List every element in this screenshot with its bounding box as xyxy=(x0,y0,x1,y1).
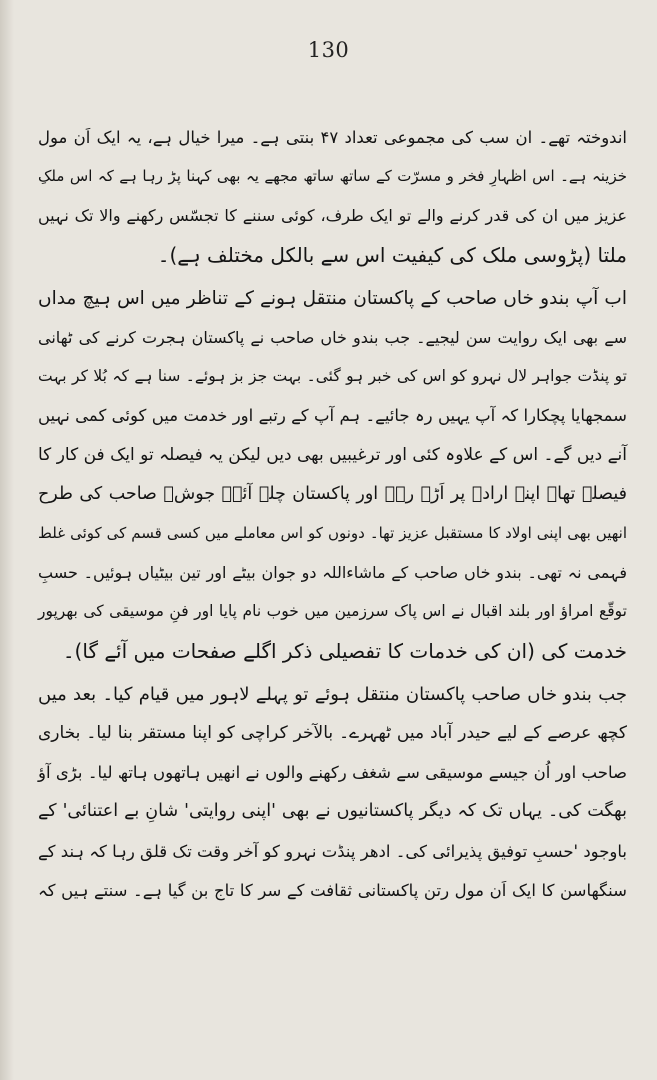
text-line: خدمت کی (ان کی خدمات کا تفصیلی ذکر اگلے صفحات میں آئے گا)۔ xyxy=(62,638,627,663)
text-line: تو پنڈت جواہر لال نہرو کو اس کی خبر ہو گئی۔ بہت جز بز ہوئے۔ سنا ہے کہ بُلا کر بہت xyxy=(38,367,627,386)
page-body-text xyxy=(38,118,627,910)
text-line: صاحب اور اُن جیسے موسیقی سے شغف رکھنے والوں نے انھیں ہاتھوں ہاتھ لیا۔ بڑی آؤ xyxy=(38,763,627,783)
text-line: کچھ عرصے کے لیے حیدر آباد میں ٹھہرے۔ بالآخر کراچی کو اپنا مستقر بنا لیا۔ بخاری xyxy=(38,723,627,744)
text-line: فہمی نہ تھی۔ بندو خاں صاحب کے ماشاءاللہ دو جوان بیٹے اور تین بیٹیاں ہوئیں۔ حسبِ xyxy=(38,563,627,583)
paragraph-2 xyxy=(38,279,627,671)
text-line: خزینہ ہے۔ اس اظہارِ فخر و مسرّت کے ساتھ ساتھ مجھے یہ بھی کہنا پڑ رہا ہے کہ اس ملکِ xyxy=(38,167,627,186)
text-line: عزیز میں ان کی قدر کرنے والے تو ایک طرف، کوئی سننے کا تجسّس رکھنے والا تک نہیں xyxy=(38,206,627,226)
page-number: 130 xyxy=(307,38,350,62)
text-line: اب آپ بندو خاں صاحب کے پاکستان منتقل ہونے کے تناظر میں اس ہیچ مداں xyxy=(38,287,627,309)
text-line: آنے دیں گے۔ اس کے علاوہ کئی اور ترغیبیں بھی دیں لیکن یہ فیصلہ تو ایک فن کار کا xyxy=(38,444,627,465)
text-line: جب بندو خاں صاحب پاکستان منتقل ہوئے تو پہلے لاہور میں قیام کیا۔ بعد میں xyxy=(38,683,627,705)
text-line: باوجود 'حسبِ توفیق پذیرائی کی۔ ادھر پنڈت نہرو کو آخر وقت تک قلق رہا کہ ہند کے xyxy=(38,841,627,861)
text-line: بھگت کی۔ یہاں تک کہ دیگر پاکستانیوں نے بھی 'اپنی روایتی' شانِ بے اعتنائی' کے xyxy=(38,801,627,822)
text-line: سے بھی ایک روایت سن لیجیے۔ جب بندو خاں صاحب نے پاکستان ہجرت کرنے کی ٹھانی xyxy=(38,328,627,348)
text-line: توقّع امراؤ اور بلند اقبال نے اس پاک سرزمین میں خوب نام پایا اور فنِ موسیقی کی بھرپور xyxy=(38,602,627,621)
paragraph-1 xyxy=(38,118,627,275)
text-line: انھیں بھی اپنی اولاد کا مستقبل عزیز تھا۔ دونوں کو اس معاملے میں کسی قسم کی کوئی غلط xyxy=(38,524,627,543)
paragraph-3 xyxy=(38,675,627,910)
text-line: فیصلہ تھا۔ اپنے ارادے پر اَڑے رہے اور پاکستان چلے آئے۔ جوشؔ صاحب کی طرح xyxy=(38,483,627,504)
text-line: ملتا (پڑوسی ملک کی کیفیت اس سے بالکل مختلف ہے)۔ xyxy=(157,242,627,267)
text-line: اندوختہ تھے۔ ان سب کی مجموعی تعداد ۴۷ بنتی ہے۔ میرا خیال ہے، یہ ایک اَن مول xyxy=(38,128,627,147)
text-line: سمجھایا پچکارا کہ آپ یہیں رہ جائیے۔ ہم آپ کے رتبے اور خدمت میں کوئی کمی نہیں xyxy=(38,406,627,426)
text-line: سنگھاسن کا ایک اَن مول رتن پاکستانی ثقافت کے سر کا تاج بن گیا ہے۔ سنتے ہیں کہ xyxy=(38,880,627,900)
